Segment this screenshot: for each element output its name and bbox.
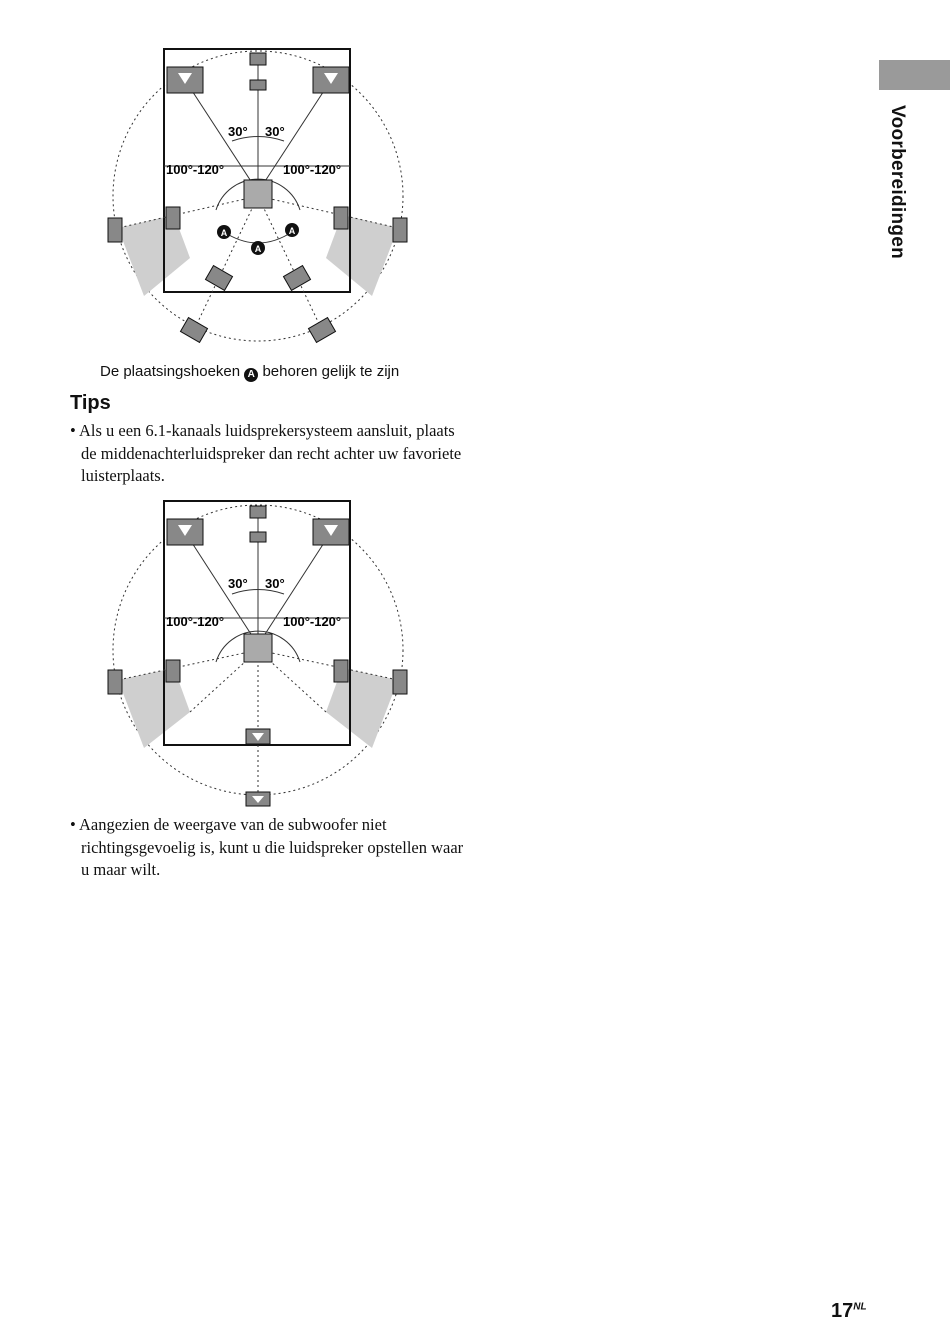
angle-label: 100°-120° [283,614,342,629]
angle-label: 30° [265,124,285,139]
caption-text: behoren gelijk te zijn [262,363,400,380]
tip-item: • Aangezien de weergave van de subwoofer niet richtingsgevoelig is, kunt u die luidspreker opstellen waar u maar wilt. [70,815,464,879]
language-suffix: NL [853,1301,867,1313]
page-number-value: 17 [831,1300,854,1322]
page-number [831,1300,867,1323]
angle-label: 100°-120° [166,162,225,177]
angle-marker: A [254,244,262,254]
angle-label: 100°-120° [283,162,342,177]
diagram-caption [100,363,460,382]
angle-label: 30° [228,124,248,139]
angle-marker: A [244,368,258,382]
caption-text: De plaatsingshoeken [100,363,241,380]
speaker-placement-diagram-7-1 [100,40,420,350]
tip-item: • Als u een 6.1-kanaals luidsprekersysteem aansluit, plaats de middenachterluidspreker dan recht achter uw favoriete luisterplaats. [70,421,462,485]
angle-marker: A [288,226,296,236]
angle-label: 30° [228,576,248,591]
angle-label: 100°-120° [166,614,225,629]
tips-heading: Tips [70,392,111,414]
section-label: Voorbereidingen [887,105,908,260]
angle-marker: A [220,228,228,238]
section-tab [879,60,950,90]
speaker-placement-diagram-6-1 [100,493,420,811]
angle-label: 30° [265,576,285,591]
